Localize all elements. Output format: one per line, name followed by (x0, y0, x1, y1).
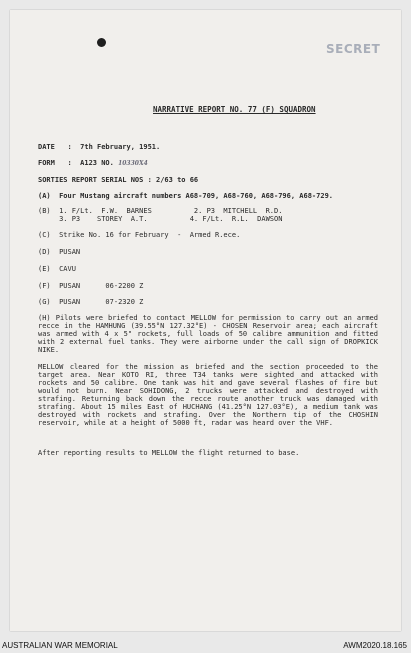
paragraph-mission: MELLOW cleared for the mission as briefed and the section proceeded to the target area. Near KOTO RI, three T34 tanks were sighted and attacked with rockets and 50 calibre. One tank was hit and gave several flashes of fire but would not burn. Near SOHIDONG, 2 trucks were attacked and destroyed with strafing. Returning back down the recce route another truck was damaged with strafing. About 15 miles East of HUCHANG (41.25°N 127.03°E), a medium tank was destroyed with rockets and strafing. Over the Northern tip of the CHOSHIN reservoir, while at a height of 5000 ft, radar was heard over the VHF. (38, 363, 378, 427)
item-e: (E) CAVU (38, 265, 76, 273)
item-c: (C) Strike No. 16 for February - Armed R.ece. (38, 231, 241, 239)
item-b-line1: (B) 1. F/Lt. F.W. BARNES 2. P3 MITCHELL R.D. (38, 207, 283, 215)
sorties-line: SORTIES REPORT SERIAL NOS : 2/63 to 66 (38, 176, 199, 184)
report-body (10, 10, 401, 631)
report-title: NARRATIVE REPORT NO. 77 (F) SQUADRON (153, 105, 316, 114)
item-f: (F) PUSAN 06-2200 Z (38, 282, 144, 290)
item-a: (A) Four Mustang aircraft numbers A68-709, A68-760, A68-796, A68-729. (38, 192, 334, 200)
footer-accession-number: AWM2020.18.165 (343, 641, 407, 650)
document-page (10, 10, 401, 631)
item-g: (G) PUSAN 07-2320 Z (38, 298, 144, 306)
item-b-line2: 3. P3 STOREY A.T. 4. F/Lt. R.L. DAWSON (38, 215, 283, 223)
form-handwritten-number: 10330X4 (118, 160, 148, 167)
date-line: DATE : 7th February, 1951. (38, 143, 161, 151)
secret-stamp: SECRET (326, 42, 381, 56)
item-d: (D) PUSAN (38, 248, 81, 256)
paragraph-briefing: (H) Pilots were briefed to contact MELLOW for permission to carry out an armed recce in the HAMHUNG (39.55°N 127.32°E) - CHOSEN Reservoir area; each aircraft was armed with 4 x 5" rockets, full loads of 50 calibre ammunition and fitted with 2 external fuel tanks. They were airborne under the call sign of DROPKICK NIKE. (38, 314, 378, 354)
footer-institution: AUSTRALIAN WAR MEMORIAL (2, 641, 118, 650)
form-line (38, 159, 148, 168)
form-label: FORM : A123 NO. (38, 159, 114, 167)
paragraph-return: After reporting results to MELLOW the flight returned to base. (38, 449, 300, 457)
